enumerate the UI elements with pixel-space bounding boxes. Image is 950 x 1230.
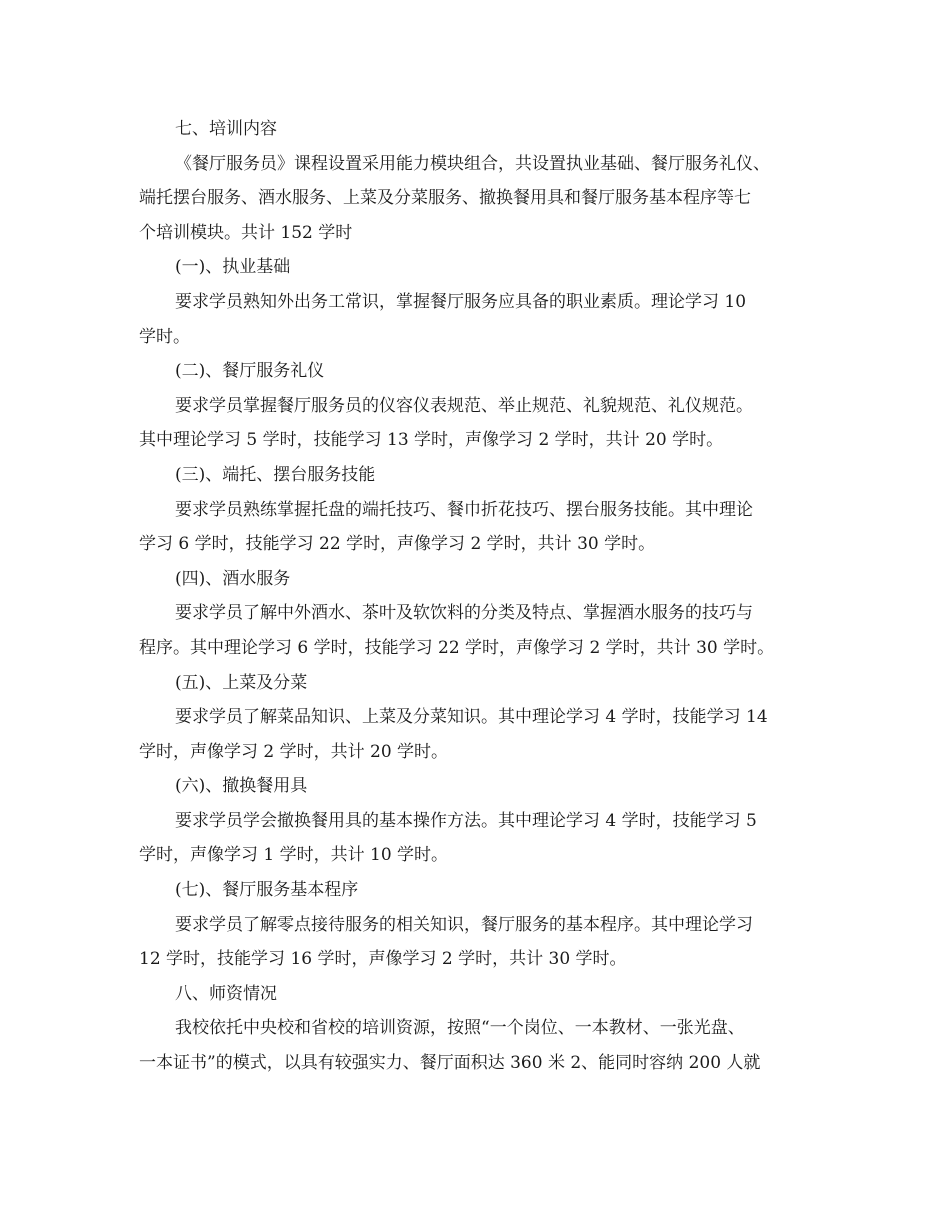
paragraph-line: 要求学员了解菜品知识、上菜及分菜知识。其中理论学习 4 学时，技能学习 14 [175,707,768,728]
paragraph-line: 学时，声像学习 1 学时，共计 10 学时。 [139,845,449,866]
paragraph-line: 要求学员熟练掌握托盘的端托技巧、餐巾折花技巧、摆台服务技能。其中理论 [175,499,753,520]
paragraph-line: 12 学时，技能学习 16 学时，声像学习 2 学时，共计 30 学时。 [139,949,627,970]
paragraph-line: 其中理论学习 5 学时，技能学习 13 学时，声像学习 2 学时，共计 20 学时。 [139,430,724,451]
paragraph-line: 要求学员熟知外出务工常识，掌握餐厅服务应具备的职业素质。理论学习 10 [175,291,747,312]
paragraph-line: 程序。其中理论学习 6 学时，技能学习 22 学时，声像学习 2 学时，共计 30 学时。 [139,637,775,658]
subsection-heading: (三)、端托、摆台服务技能 [175,464,376,485]
paragraph-line: 一本证书”的模式，以具有较强实力、餐厅面积达 360 米 2、能同时容纳 200 人就 [139,1053,761,1074]
paragraph-line: 《餐厅服务员》课程设置采用能力模块组合，共设置执业基础、餐厅服务礼仪、 [175,153,770,174]
subsection-heading: (四)、酒水服务 [175,568,291,589]
subsection-heading: (一)、执业基础 [175,257,291,278]
section-heading: 八、师资情况 [175,983,277,1004]
paragraph-line: 个培训模块。共计 152 学时 [139,222,353,243]
paragraph-line: 学时。 [139,326,190,347]
document-page [139,112,814,1081]
subsection-heading: (五)、上菜及分菜 [175,672,308,693]
paragraph-line: 学时，声像学习 2 学时，共计 20 学时。 [139,741,449,762]
subsection-heading: (七)、餐厅服务基本程序 [175,880,359,901]
paragraph-line: 要求学员了解中外酒水、茶叶及软饮料的分类及特点、掌握酒水服务的技巧与 [175,603,753,624]
paragraph-line: 要求学员掌握餐厅服务员的仪容仪表规范、举止规范、礼貌规范、礼仪规范。 [175,395,753,416]
subsection-heading: (六)、撤换餐用具 [175,776,308,797]
subsection-heading: (二)、餐厅服务礼仪 [175,361,325,382]
paragraph-line: 要求学员了解零点接待服务的相关知识，餐厅服务的基本程序。其中理论学习 [175,914,753,935]
paragraph-line: 我校依托中央校和省校的培训资源，按照“一个岗位、一本教材、一张光盘、 [175,1018,745,1039]
paragraph-line: 端托摆台服务、酒水服务、上菜及分菜服务、撤换餐用具和餐厅服务基本程序等七 [139,188,751,209]
paragraph-line: 要求学员学会撤换餐用具的基本操作方法。其中理论学习 4 学时，技能学习 5 [175,810,757,831]
section-heading: 七、培训内容 [175,119,277,139]
paragraph-line: 学习 6 学时，技能学习 22 学时，声像学习 2 学时，共计 30 学时。 [139,534,656,555]
